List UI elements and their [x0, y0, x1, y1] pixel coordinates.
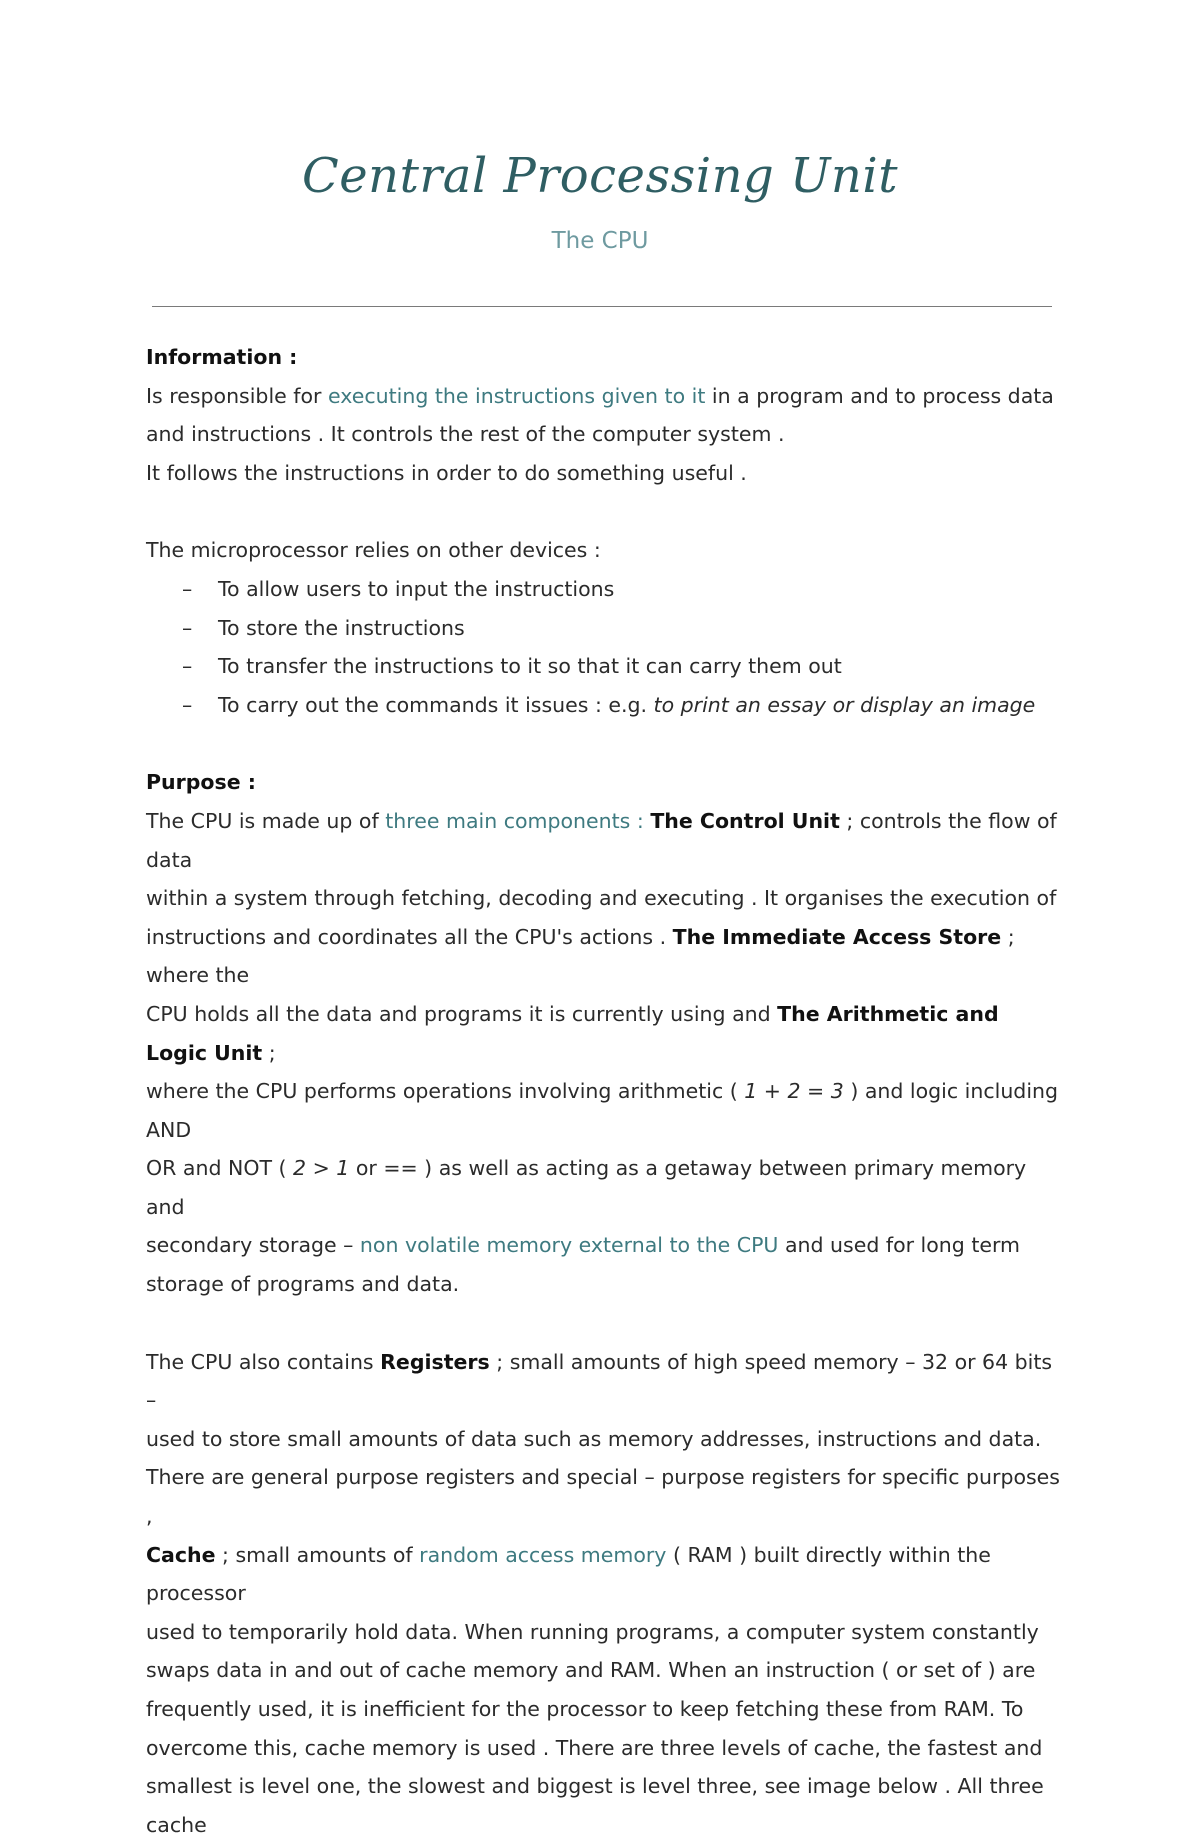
- paragraph-gap: [146, 1304, 1066, 1343]
- purpose-line-7: [146, 1226, 1066, 1265]
- bullet-dash: –: [182, 615, 193, 640]
- bold-term: The Arithmetic and Logic Unit: [146, 1001, 999, 1065]
- bold-term: Cache: [146, 1542, 216, 1567]
- text-span: ; controls the flow of data: [146, 808, 1057, 872]
- bold-term: Registers: [380, 1349, 490, 1374]
- purpose-heading: Purpose :: [146, 770, 256, 795]
- bullet-dash: –: [182, 576, 193, 601]
- text-span: ; small amounts of high speed memory – 32 or 64 bits –: [146, 1349, 1053, 1413]
- text-span: OR and NOT (: [146, 1156, 294, 1181]
- text-span: The CPU is made up of: [146, 808, 386, 833]
- devices-list: [146, 570, 1066, 724]
- bullet-dash: –: [182, 654, 193, 679]
- accent-text: random access memory: [419, 1542, 667, 1567]
- information-line-2: and instructions . It controls the rest of the computer system .: [146, 422, 785, 447]
- purpose-line-3: [146, 918, 1066, 995]
- text-span: and used for long term: [778, 1233, 1021, 1258]
- text-span: ; small amounts of: [215, 1542, 420, 1567]
- text-span: secondary storage –: [146, 1233, 360, 1258]
- list-item-text: To store the instructions: [218, 615, 465, 640]
- information-line-1: [146, 377, 1066, 416]
- registers-line-4: [146, 1536, 1066, 1613]
- registers-line-3: There are general purpose registers and special – purpose registers for specific purposes ,: [146, 1465, 1060, 1529]
- text-span: ( RAM ) built directly within the processor: [146, 1542, 991, 1606]
- purpose-line-4: [146, 995, 1066, 1072]
- purpose-line-6: [146, 1149, 1066, 1226]
- registers-line-5: used to temporarily hold data. When running programs, a computer system constantly: [146, 1619, 1039, 1644]
- horizontal-divider: [152, 306, 1052, 307]
- bold-term: The Control Unit: [650, 808, 840, 833]
- list-item-text: To allow users to input the instructions: [218, 576, 615, 601]
- purpose-line-1: [146, 802, 1066, 879]
- registers-line-9: smallest is level one, the slowest and biggest is level three, see image below . All three cache: [146, 1774, 1044, 1837]
- page-title: Central Processing Unit: [302, 148, 898, 204]
- text-span: where the CPU performs operations involving arithmetic (: [146, 1079, 745, 1104]
- purpose-line-2: within a system through fetching, decoding and executing . It organises the execution of: [146, 886, 1057, 911]
- paragraph-gap: [146, 492, 1066, 531]
- list-item-text: To carry out the commands it issues : e.g.: [218, 692, 654, 717]
- list-item-text: To transfer the instructions to it so that it can carry them out: [218, 654, 842, 679]
- document-body: [146, 338, 1066, 1844]
- registers-line-2: used to store small amounts of data such as memory addresses, instructions and data.: [146, 1426, 1042, 1451]
- list-item: [182, 686, 1066, 725]
- purpose-line-5: [146, 1072, 1066, 1149]
- registers-line-6: swaps data in and out of cache memory and RAM. When an instruction ( or set of ) are: [146, 1658, 1036, 1683]
- text-span: ; where the: [146, 924, 1015, 988]
- registers-line-8: overcome this, cache memory is used . There are three levels of cache, the fastest and: [146, 1735, 1043, 1760]
- accent-text: executing the instructions given to it: [327, 383, 706, 408]
- paragraph-gap: [146, 724, 1066, 763]
- text-span: Is responsible for: [146, 383, 328, 408]
- information-line-3: It follows the instructions in order to do something useful .: [146, 460, 747, 485]
- bold-term: The Immediate Access Store: [672, 924, 1002, 949]
- accent-text: three main components :: [385, 808, 651, 833]
- registers-line-7: frequently used, it is inefficient for the processor to keep fetching these from RAM. To: [146, 1697, 1024, 1721]
- page-subtitle: The CPU: [551, 228, 649, 254]
- devices-intro: The microprocessor relies on other devices :: [146, 538, 601, 563]
- italic-example: 1 + 2 = 3: [744, 1079, 844, 1104]
- text-span: ) and logic including AND: [146, 1079, 1059, 1142]
- information-heading: Information :: [146, 345, 298, 369]
- text-span: in a program and to process data: [705, 383, 1054, 408]
- list-item: [182, 609, 1066, 648]
- list-item: [182, 570, 1066, 609]
- text-span: instructions and coordinates all the CPU's actions .: [146, 924, 673, 949]
- text-span: or == ) as well as acting as a getaway between primary memory and: [146, 1156, 1027, 1219]
- list-item: [182, 647, 1066, 686]
- italic-example: 2 > 1: [293, 1156, 350, 1181]
- italic-example: to print an essay or display an image: [653, 692, 1036, 717]
- registers-line-1: [146, 1343, 1066, 1420]
- text-span: CPU holds all the data and programs it is currently using and: [146, 1001, 778, 1026]
- bullet-dash: –: [182, 692, 193, 717]
- text-span: The CPU also contains: [146, 1349, 381, 1374]
- accent-text: non volatile memory external to the CPU: [359, 1233, 779, 1258]
- text-span: ;: [262, 1040, 276, 1065]
- purpose-line-8: storage of programs and data.: [146, 1272, 460, 1297]
